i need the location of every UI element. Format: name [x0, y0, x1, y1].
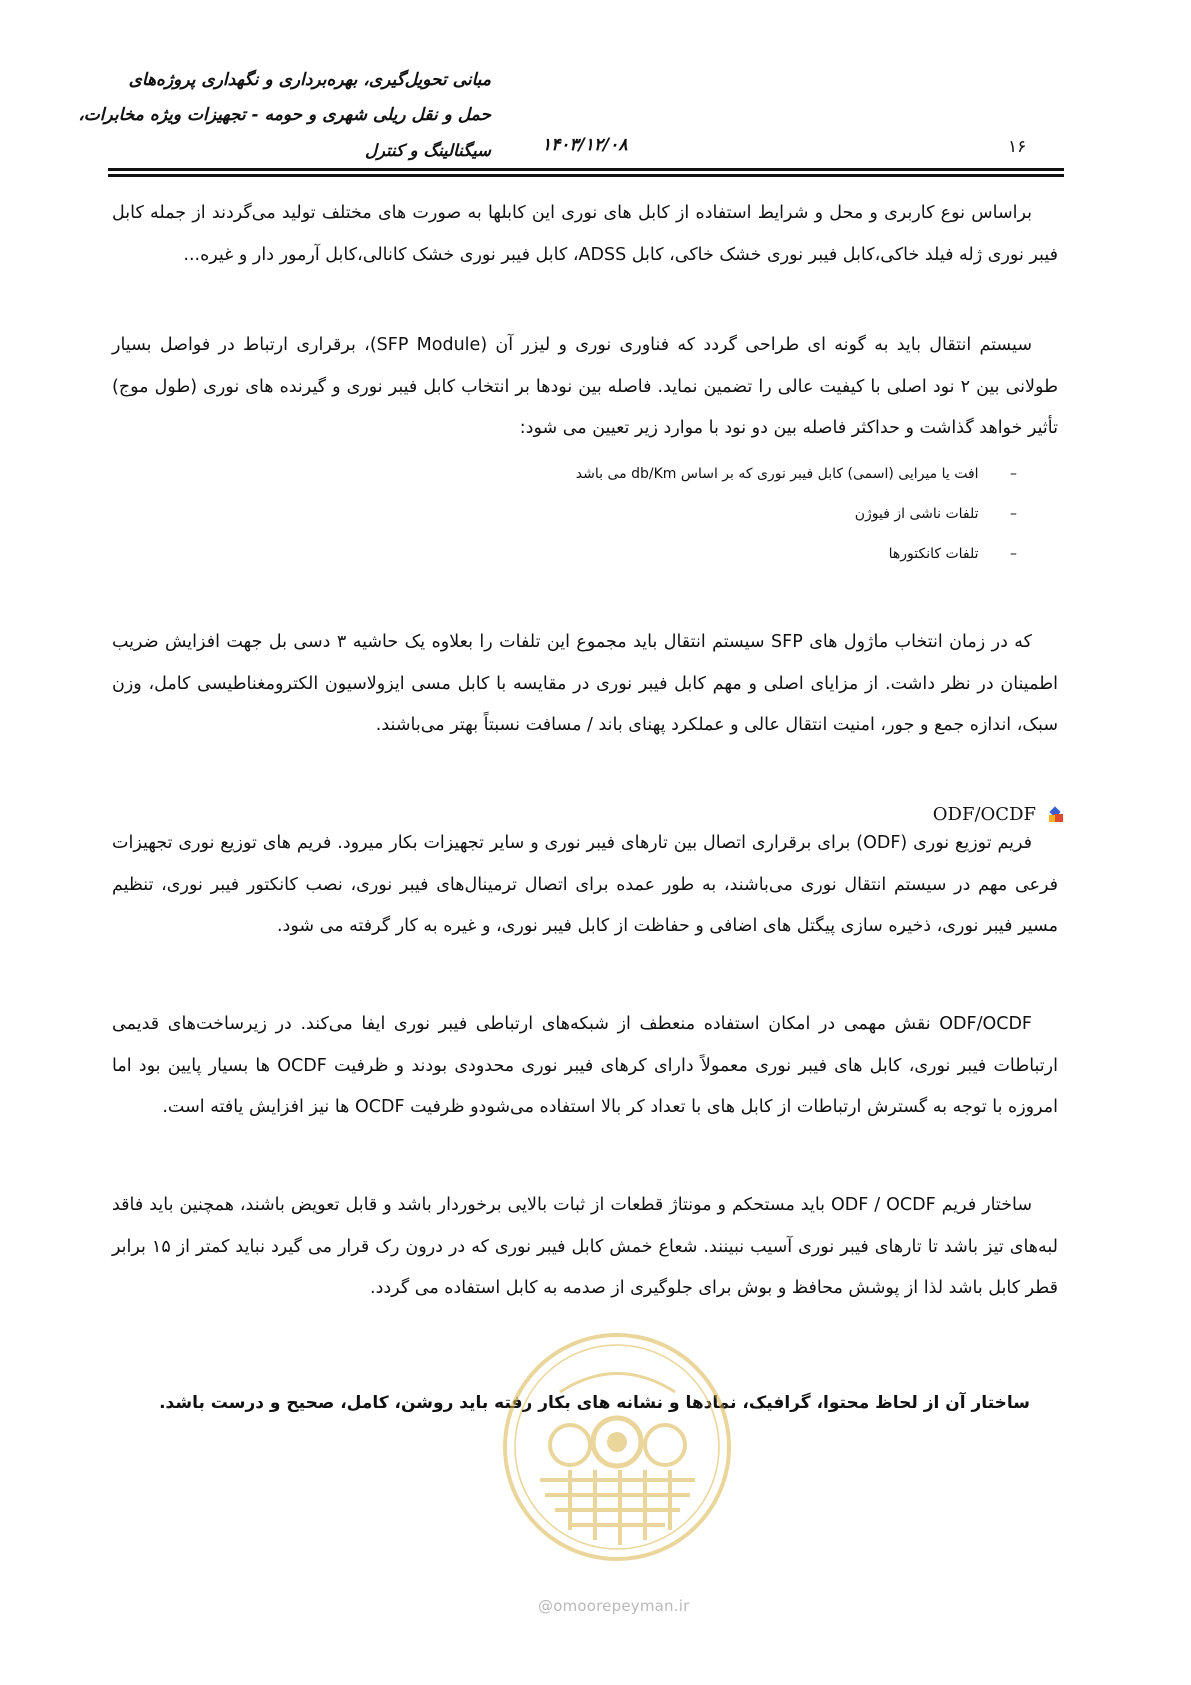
- header-title-line3: سیگنالینگ و کنترل: [364, 141, 491, 160]
- list-item: [317, 494, 1017, 534]
- list-item-text: تلفات کانکتورها: [888, 546, 979, 562]
- list-item: [317, 454, 1017, 494]
- header-date: ۱۴۰۳/۱۲/۰۸: [542, 135, 628, 155]
- header-title-line2: حمل و نقل ریلی شهری و حومه - تجهیزات ویژه مخابرات،: [78, 105, 491, 125]
- section-heading-text: ODF/OCDF: [932, 804, 1036, 825]
- header-title-line1: مبانی تحویل‌گیری، بهره‌برداری و نگهداری پروژه‌های: [128, 70, 491, 90]
- page-number: ۱۶: [1008, 137, 1027, 157]
- list-item-text: افت یا میرایی (اسمی) کابل فیبر نوری که بر اساس db/Km می باشد: [575, 466, 979, 482]
- paragraph-4: [112, 823, 1058, 948]
- paragraph-4-text: فریم توزیع نوری (ODF) برای برقراری اتصال بین تارهای فیبر نوری و سایر تجهیزات بکار میرود. فریم های توزیع نوری تجهیزات فرعی مهم در سیستم انتقال نوری می‌باشند، به طور عمده برای اتصال ترمینال‌های فیبر نوری، نصب کانکتور فیبر نوری، تنظیم مسیر فیبر نوری، ذخیره سازی پیگتل های اضافی و حفاظت از کابل فیبر نوری، و غیره به کار گرفته می شود.: [112, 833, 1058, 936]
- section-heading: [933, 804, 1064, 825]
- paragraph-3: [112, 622, 1058, 747]
- paragraph-1-text: براساس نوع کاربری و محل و شرایط استفاده از کابل های نوری این کابلها به صورت های مختلف تولید می‌گردند از جمله کابل فیبر نوری ژله فیلد خاکی،کابل فیبر نوری خشک خاکی، کابل ADSS، کابل فیبر نوری خشک کانالی،کابل آرمور دار و غیره...: [112, 203, 1058, 265]
- loss-list: [317, 454, 1017, 574]
- list-item: [317, 534, 1017, 574]
- header-rule-top: [108, 168, 1064, 171]
- watermark-site: @omoorepeyman.ir: [538, 1597, 690, 1615]
- list-item-text: تلفات ناشی از فیوژن: [854, 506, 979, 522]
- bold-statement: ساختار آن از لحاظ محتوا، گرافیک، نمادها و نشانه های بکار رفته باید روشن، کامل، صحیح و درست باشد.: [159, 1393, 1030, 1413]
- paragraph-6-text: ساختار فریم ODF / OCDF باید مستحکم و مونتاژ قطعات از ثبات بالایی برخوردار باشد و قابل تعویض باشند، همچنین باید فاقد لبه‌های تیز باشد تا تارهای فیبر نوری آسیب نبینند. شعاع خمش کابل فیبر نوری که در درون رک قرار می گیرد نباید کمتر از ۱۵ برابر قطر کابل باشد لذا از پوشش محافظ و بوش برای جلوگیری از صدمه به کابل استفاده می گردد.: [112, 1195, 1059, 1298]
- paragraph-5-text: ODF/OCDF نقش مهمی در امکان استفاده منعطف از شبکه‌های ارتباطی فیبر نوری ایفا می‌کند. در زیرساخت‌های قدیمی ارتباطات فیبر نوری، کابل های فیبر نوری معمولاً دارای کرهای فیبر نوری محدودی بودند و ظرفیت OCDF ها بسیار پایین بود اما امروزه با توجه به گسترش ارتباطات از کابل های با تعداد کر بالا استفاده می‌شودو ظرفیت OCDF ها نیز افزایش یافته است.: [112, 1014, 1058, 1117]
- section-bullet-icon: [1048, 807, 1064, 823]
- paragraph-3-text: که در زمان انتخاب ماژول های SFP سیستم انتقال باید مجموع این تلفات را بعلاوه یک حاشیه ۳ دسی بل جهت افزایش ضریب اطمینان در نظر داشت. از مزایای اصلی و مهم کابل فیبر نوری در مقایسه با کابل مسی ایزولاسیون الکترومغناطیسی کامل، وزن سبک، اندازه جمع و جور، امنیت انتقال عالی و عملکرد پهنای باند / مسافت نسبتاً بهتر می‌باشند.: [112, 632, 1058, 735]
- paragraph-2-text: سیستم انتقال باید به گونه ای طراحی گردد که فناوری نوری و لیزر آن (SFP Module)، برقراری ارتباط در فواصل بسیار طولانی بین ۲ نود اصلی با کیفیت عالی را تضمین نماید. فاصله بین نودها بر انتخاب کابل فیبر نوری و گیرنده های نوری (طول موج) تأثیر خواهد گذاشت و حداکثر فاصله بین دو نود با موارد زیر تعیین می شود:: [112, 335, 1058, 438]
- paragraph-5: [112, 1004, 1058, 1129]
- list-dash: –: [1010, 546, 1017, 562]
- paragraph-2: [112, 325, 1058, 450]
- header-rule-bottom: [108, 174, 1064, 177]
- watermark-logo: [500, 1330, 735, 1565]
- paragraph-6: [112, 1185, 1058, 1310]
- paragraph-1: [112, 193, 1058, 276]
- list-dash: –: [1010, 506, 1017, 522]
- list-dash: –: [1010, 466, 1017, 482]
